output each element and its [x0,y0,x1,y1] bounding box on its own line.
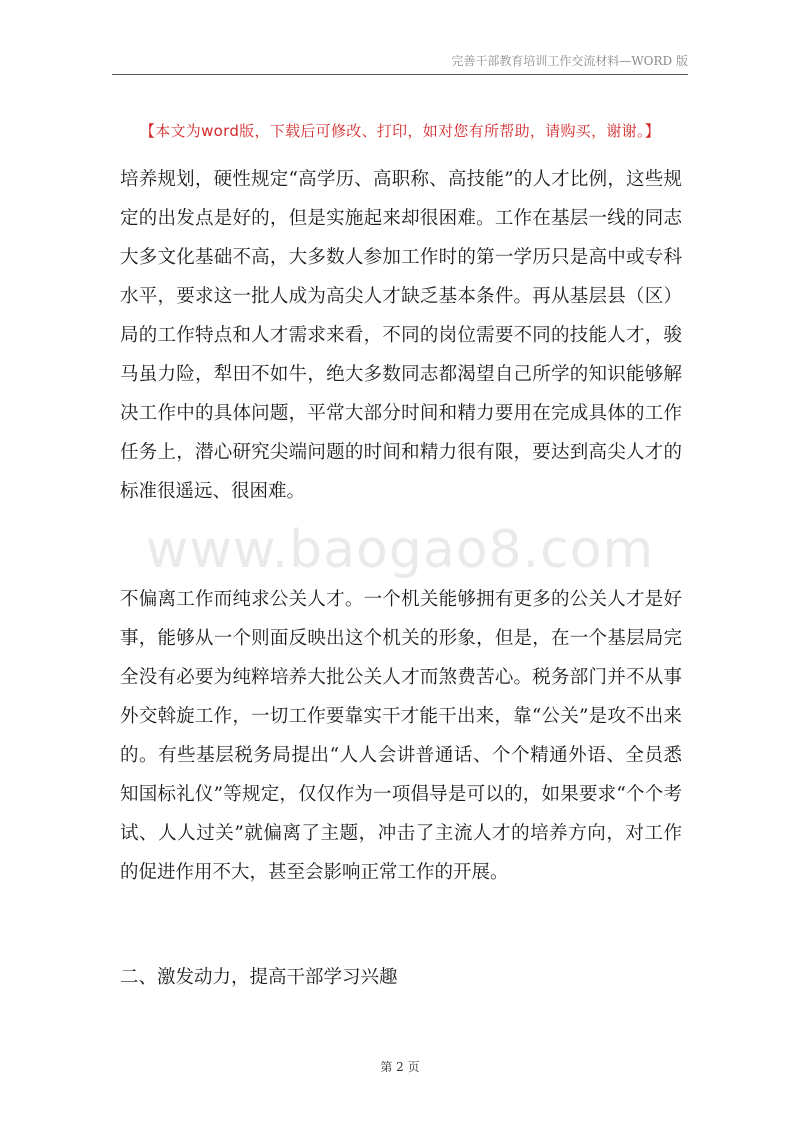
body-paragraph-1: 培养规划，硬性规定“高学历、高职称、高技能”的人才比例，这些规定的出发点是好的，但是实施起来却很困难。工作在基层一线的同志大多文化基础不高，大多数人参加工作时的第一学历只是高中或专科水平，要求这一批人成为高尖人才缺乏基本条件。再从基层县（区）局的工作特点和人才需求来看，不同的岗位需要不同的技能人才，骏马虽力险，犁田不如牛，绝大多数同志都渴望自己所学的知识能够解决工作中的具体问题，平常大部分时间和精力要用在完成具体的工作任务上，潜心研究尖端问题的时间和精力很有限，要达到高尖人才的标准很遥远、很困难。 [120,169,682,502]
watermark-text: www.baogao8.com [145,520,655,580]
header-divider [112,74,688,75]
section-heading: 二、激发动力，提高干部学习兴趣 [120,967,398,988]
download-notice: 【本文为word版，下载后可修改、打印，如对您有所帮助，请购买，谢谢。】 [139,122,661,140]
page-number: 第 2 页 [380,1060,420,1074]
body-paragraph-2: 不偏离工作而纯求公关人才。一个机关能够拥有更多的公关人才是好事，能够从一个则面反映出这个机关的形象，但是，在一个基层局完全没有必要为纯粹培养大批公关人才而煞费苦心。税务部门并不从事外交斡旋工作，一切工作要靠实干才能干出来，靠“公关”是攻不出来的。有些基层税务局提出“人人会讲普通话、个个精通外语、全员悉知国标礼仪”等规定，仅仅作为一项倡导是可以的，如果要求“个个考试、人人过关”就偏离了主题，冲击了主流人才的培养方向，对工作的促进作用不大，甚至会影响正常工作的开展。 [120,589,682,883]
page-header-title: 完善干部教育培训工作交流材料—WORD 版 [451,54,688,68]
